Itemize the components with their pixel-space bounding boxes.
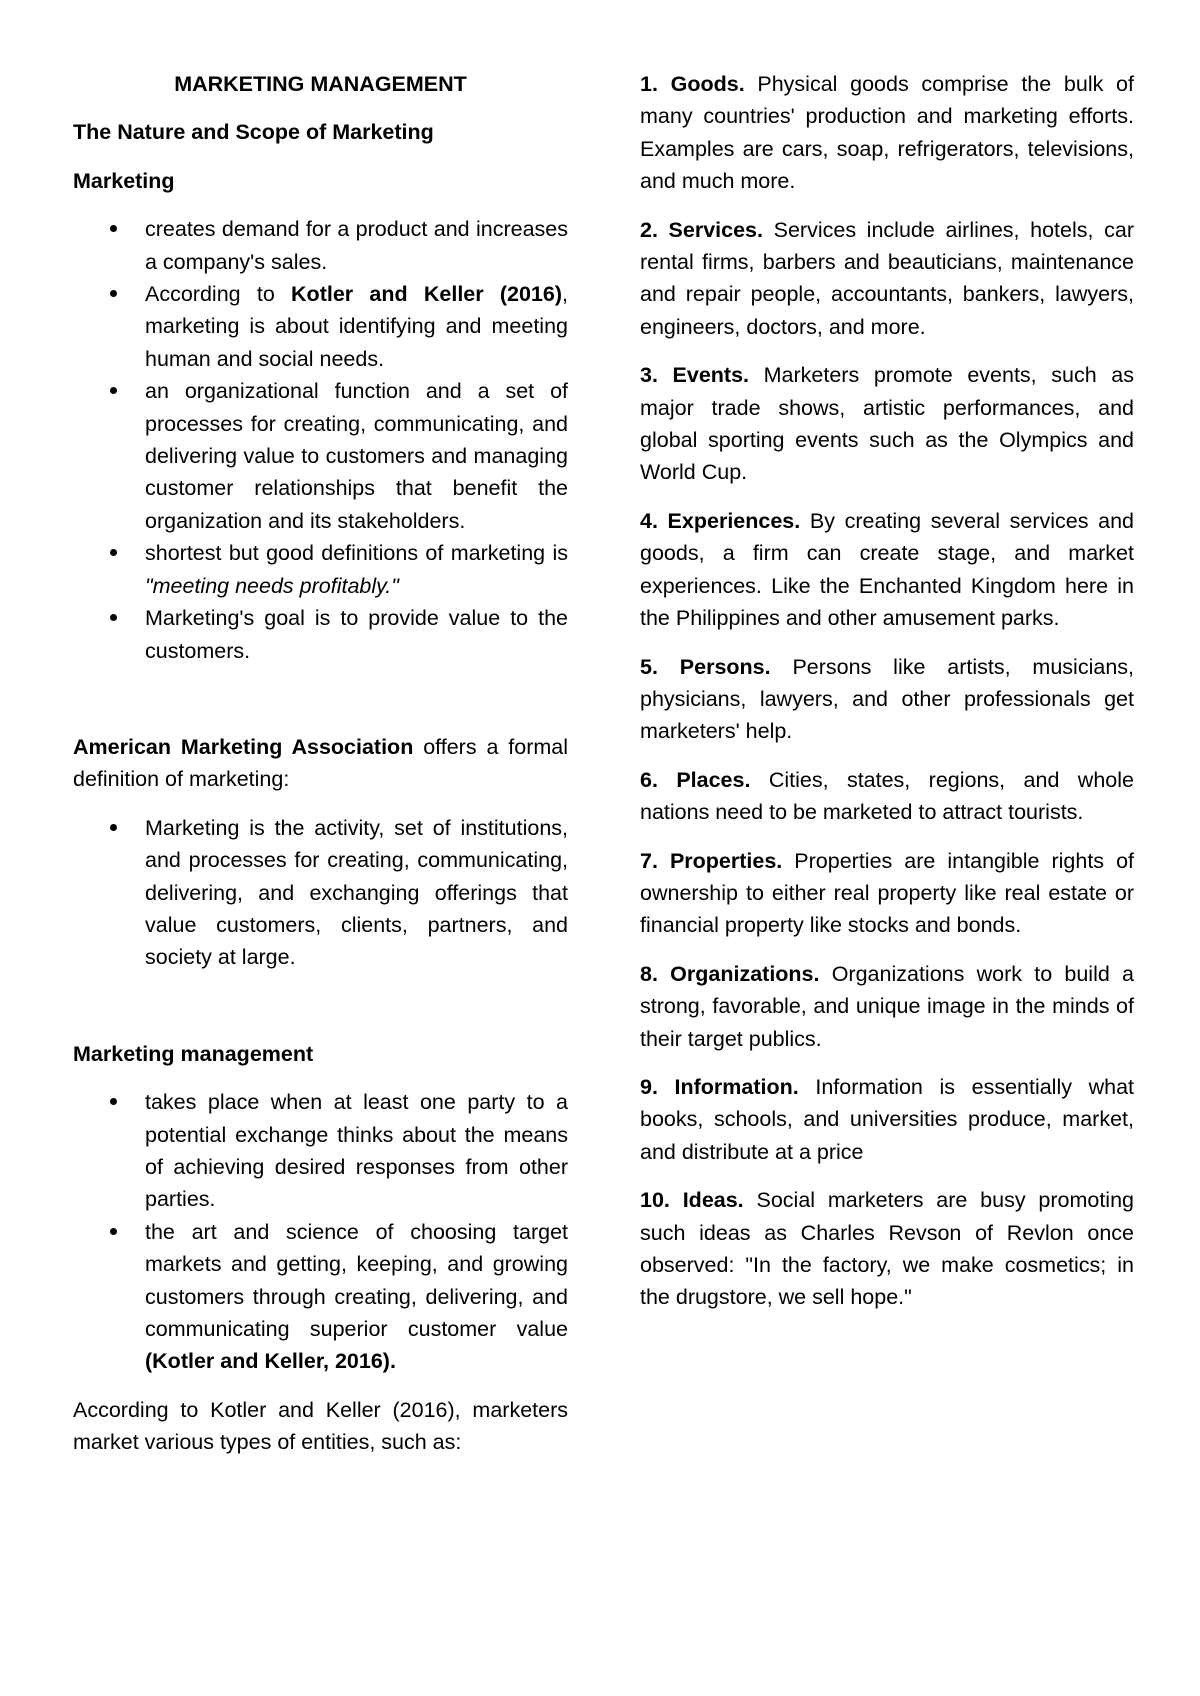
citation: (Kotler and Keller, 2016). xyxy=(145,1349,396,1374)
list-item: takes place when at least one party to a potential exchange thinks about the means of achieving desired responses from other parties. xyxy=(73,1086,568,1216)
section-heading-nature-scope: The Nature and Scope of Marketing xyxy=(73,120,434,145)
subheading-marketing-management: Marketing management xyxy=(73,1041,314,1066)
marketing-bullet-list xyxy=(73,213,568,667)
entity-organizations: 8. Organizations. Organizations work to build a strong, favorable, and unique image in the minds of their target publics. xyxy=(640,961,1134,1051)
entity-experiences: 4. Experiences. By creating several services and goods, a firm can create stage, and market experiences. Like the Enchanted Kingdom here in the Philippines and other amusement parks. xyxy=(640,508,1134,631)
ama-name: American Marketing Association xyxy=(73,734,414,759)
entity-information: 9. Information. Information is essentially what books, schools, and universities produce, market, and distribute at a price xyxy=(640,1074,1134,1164)
list-item: Marketing's goal is to provide value to the customers. xyxy=(73,602,568,667)
entity-places: 6. Places. Cities, states, regions, and whole nations need to be marketed to attract tourists. xyxy=(640,767,1134,825)
entity-goods: 1. Goods. Physical goods comprise the bulk of many countries' production and marketing efforts. Examples are cars, soap, refrigerators, televisions, and much more. xyxy=(640,72,1134,194)
quote: "meeting needs profitably." xyxy=(145,573,399,598)
right-column xyxy=(640,68,1134,1330)
entity-ideas: 10. Ideas. Social marketers are busy promoting such ideas as Charles Revson of Revlon once observed: "In the factory, we make cosmetics; in the drugstore, we sell hope." xyxy=(640,1188,1134,1310)
list-item: According to Kotler and Keller (2016), marketing is about identifying and meeting human and social needs. xyxy=(73,278,568,375)
entity-persons: 5. Persons. Persons like artists, musicians, physicians, lawyers, and other professionals get marketers' help. xyxy=(640,654,1134,744)
entity-properties: 7. Properties. Properties are intangible rights of ownership to either real property like real estate or financial property like stocks and bonds. xyxy=(640,848,1134,938)
ama-intro: American Marketing Association offers a formal definition of marketing: xyxy=(73,734,568,792)
left-column xyxy=(73,68,568,1459)
entity-events: 3. Events. Marketers promote events, such as major trade shows, artistic performances, and global sporting events such as the Olympics and World Cup. xyxy=(640,363,1134,485)
closing-paragraph: According to Kotler and Keller (2016), marketers market various types of entities, such as: xyxy=(73,1397,568,1455)
list-item: shortest but good definitions of marketing is "meeting needs profitably." xyxy=(73,537,568,602)
ama-bullet-list xyxy=(73,812,568,974)
subheading-marketing: Marketing xyxy=(73,168,175,193)
list-item: creates demand for a product and increases a company's sales. xyxy=(73,213,568,278)
entity-services: 2. Services. Services include airlines, hotels, car rental firms, barbers and beauticians, maintenance and repair people, accountants, bankers, lawyers, engineers, doctors, and more. xyxy=(640,217,1134,339)
list-item: Marketing is the activity, set of institutions, and processes for creating, communicating, delivering, and exchanging offerings that value customers, clients, partners, and society at large. xyxy=(73,812,568,974)
list-item: an organizational function and a set of processes for creating, communicating, and delivering value to customers and managing customer relationships that benefit the organization and its stakeholders. xyxy=(73,375,568,537)
document-title: MARKETING MANAGEMENT xyxy=(174,72,467,96)
citation: Kotler and Keller (2016) xyxy=(291,282,563,307)
mm-bullet-list xyxy=(73,1086,568,1378)
list-item: the art and science of choosing target markets and getting, keeping, and growing customers through creating, delivering, and communicating superior customer value (Kotler and Keller, 2016). xyxy=(73,1216,568,1378)
